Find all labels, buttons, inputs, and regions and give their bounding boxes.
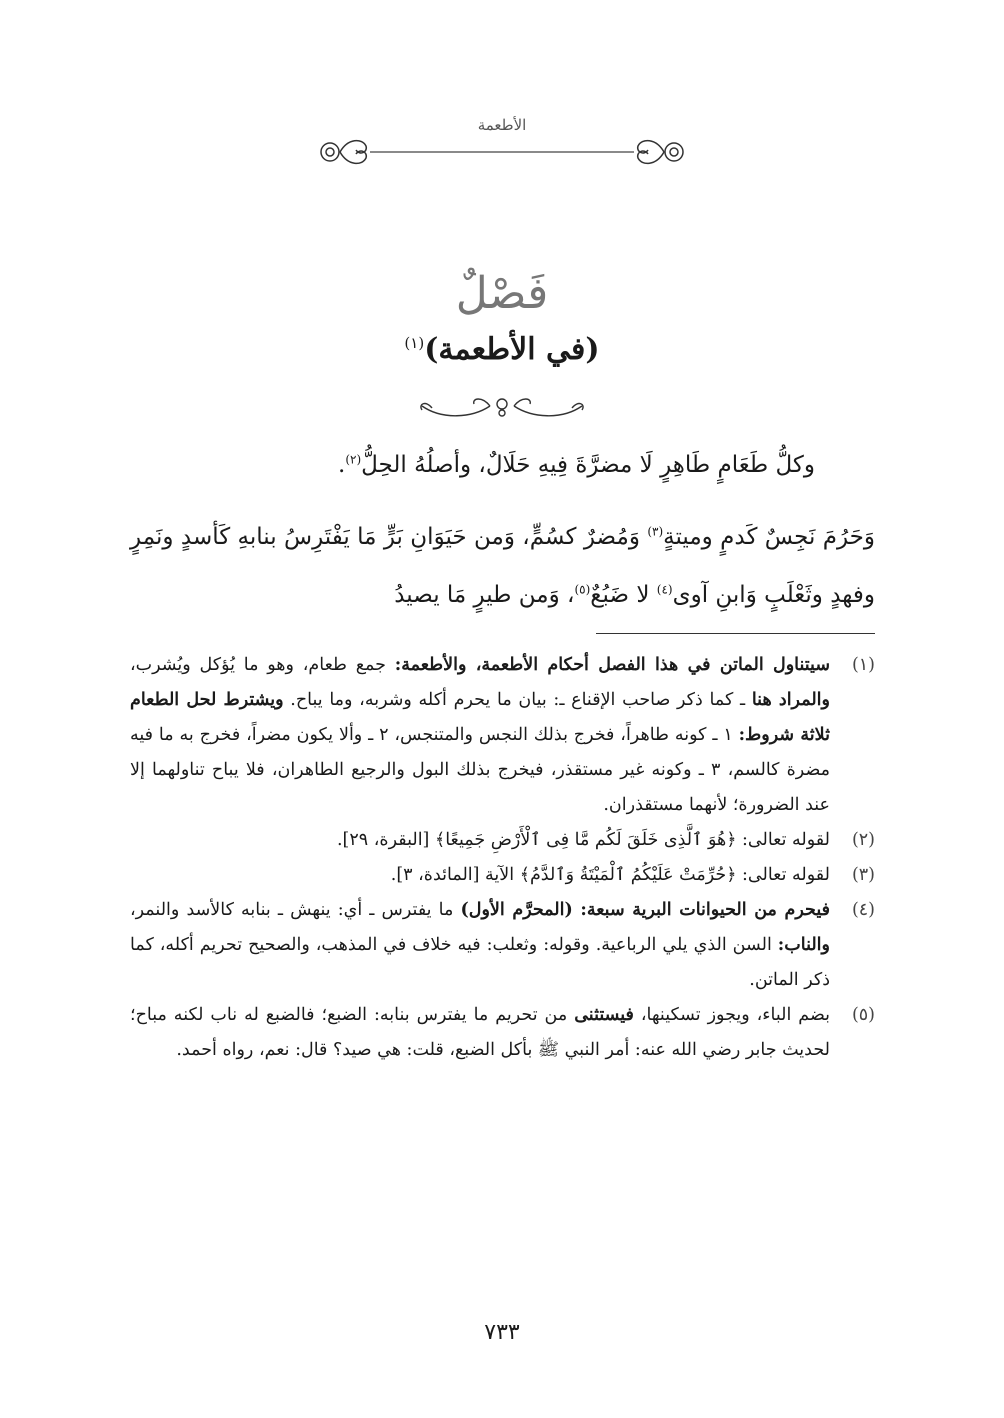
footnote-text — [130, 823, 830, 858]
page-number: ٧٣٣ — [484, 1320, 520, 1345]
header-ornament — [310, 132, 694, 172]
paragraph-text: وكلُّ طَعَامٍ طَاهِرٍ لَا مضرَّةَ فِيهِ حَلَالٌ، وأصلُهُ الحِلُّ — [361, 452, 815, 478]
footnote-bold-text: فيحرم من الحيوانات البرية سبعة: (المحرَّم الأول) — [460, 900, 830, 920]
footnote-plain-text: لقوله تعالى: ﴿حُرِّمَتْ عَلَيْكُمُ ٱلْمَيْتَةُ وَٱلدَّمُ﴾ الآية [المائدة، ٣]. — [390, 865, 830, 885]
footnote-number: (١) — [851, 655, 875, 675]
footnote-number: (٤) — [851, 900, 875, 920]
footnote-ref: (٥) — [574, 582, 591, 597]
main-paragraph-1 — [130, 436, 875, 494]
footnote-number: (٥) — [851, 1005, 875, 1025]
title-ornament — [412, 390, 592, 420]
footnote-separator — [596, 633, 875, 634]
footnote-plain-text: بضم الباء، ويجوز تسكينها، — [633, 1005, 830, 1025]
footnote-plain-text: ـ كما ذكر صاحب الإقناع ـ: بيان ما يحرم أكله وشربه، وما يباح. — [283, 690, 752, 710]
footnote — [130, 823, 875, 858]
footnote-bold-text: والناب: — [777, 935, 830, 955]
footnote-ref: (١) — [404, 334, 425, 352]
footnote-bold-text: سيتناول الماتن في هذا الفصل أحكام الأطعمة، والأطعمة: — [394, 655, 830, 675]
paragraph-text: وَمُضرٌ كسُمٍّ، وَمن حَيَوَانِ بَرٍّ مَا يَفْتَرِسُ بنابهِ كَأسدٍ ونَمِرٍ وفهدٍ وثَعْلَبٍ وَابنِ آوى — [130, 524, 875, 608]
footnote-bold-text: فيستثنى — [574, 1005, 634, 1025]
section-title-text: (في الأطعمة) — [424, 332, 600, 367]
footnote-plain-text: جمع طعام، وهو ما يُؤكل ويُشرب، — [130, 655, 395, 675]
footnote-plain-text: ما يفترس ـ أي: ينهش ـ بنابه كالأسد والنمر، — [130, 900, 461, 920]
footnote-text — [130, 648, 830, 823]
footnote-number: (٢) — [851, 830, 875, 850]
footnote-ref: (٢) — [345, 452, 362, 467]
footnote-plain-text: ١ ـ كونه طاهراً، فخرج بذلك النجس والمتنجس، ٢ ـ وألا يكون مضراً، فخرج به ما فيه مضرة كالسم، ٣ ـ وكونه غير مستقذر، فيخرج بذلك البول والرجيع الطاهران، فلا يباح تناولهما إلا عند الضرورة؛ لأنهما مستقذران. — [130, 725, 831, 815]
footnote-ref: (٤) — [656, 582, 673, 597]
footnote-ref: (٣) — [647, 524, 664, 539]
footnote-number: (٣) — [851, 865, 875, 885]
footnote-plain-text: السن الذي يلي الرباعية. وقوله: وثعلب: فيه خلاف في المذهب، والصحيح تحريم أكله، كما ذكر الماتن. — [130, 935, 830, 990]
footnote — [130, 858, 875, 893]
paragraph-text: ، وَمن طيرٍ مَا يصيدُ — [394, 582, 575, 608]
section-title — [0, 332, 1004, 367]
footnote — [130, 893, 875, 998]
running-header: الأطعمة — [477, 116, 527, 134]
footnote-bold-text: والمراد هنا — [751, 690, 830, 710]
footnote-text — [130, 893, 830, 998]
footnotes — [130, 648, 875, 1068]
footnote-bold-text: ويشترط لحل الطعام ثلاثة شروط: — [130, 690, 830, 745]
footnote-plain-text: لقوله تعالى: ﴿هُوَ ٱلَّذِى خَلَقَ لَكُم مَّا فِى ٱلْأَرْضِ جَمِيعًا﴾ [البقرة، ٢٩]. — [336, 830, 830, 850]
section-label: فَصْلٌ — [455, 268, 549, 319]
paragraph-end: . — [338, 452, 346, 478]
paragraph-text: لا ضَبُعٌ — [590, 582, 657, 608]
paragraph-text: وَحَرُمَ نَجِسٌ كَدمٍ وميتةٍ — [663, 524, 875, 550]
footnote — [130, 648, 875, 823]
footnote — [130, 998, 875, 1068]
main-paragraph-2 — [130, 508, 875, 624]
footnote-text — [130, 998, 830, 1068]
footnote-text — [130, 858, 830, 893]
footnote-plain-text: من تحريم ما يفترس بنابه: الضبع؛ فالضبع له ناب لكنه مباح؛ لحديث جابر رضي الله عنه: أمر النبي ﷺ بأكل الضبع، قلت: هي صيد؟ قال: نعم، رواه أحمد. — [130, 1005, 830, 1060]
